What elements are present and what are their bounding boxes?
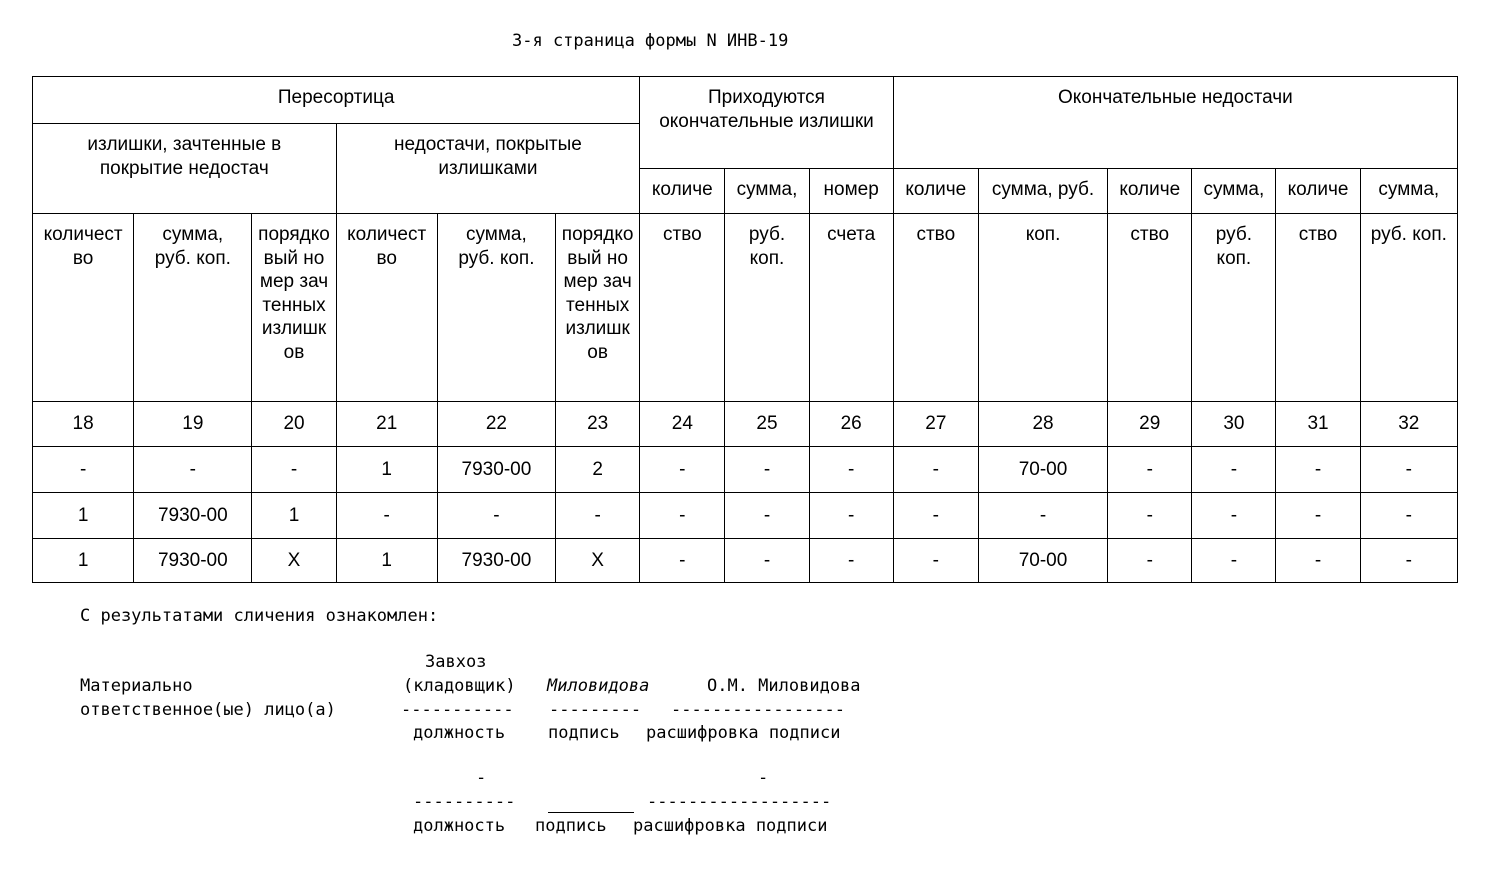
position-2: - [476, 768, 487, 788]
table-cell: - [1276, 447, 1360, 493]
table-cell: 70-00 [978, 447, 1107, 493]
table-cell: 70-00 [978, 539, 1107, 583]
table-cell: - [1276, 493, 1360, 539]
decoding-2: - [758, 768, 769, 788]
table-cell: - [33, 447, 134, 493]
table-cell: - [134, 447, 252, 493]
table-cell: 1 [252, 493, 336, 539]
col-number-25: 25 [725, 402, 809, 447]
decoding-1: О.М. Миловидова [707, 676, 861, 696]
table-row [33, 493, 1458, 539]
col-number-19: 19 [134, 402, 252, 447]
table-cell: - [809, 447, 893, 493]
col-header-top-27: количе [893, 169, 978, 214]
table-cell: 1 [336, 539, 437, 583]
col-header-top-24: количе [640, 169, 725, 214]
table-cell: - [1108, 539, 1192, 583]
reconciliation-table [32, 76, 1458, 583]
table-cell: - [640, 493, 725, 539]
dash-signature-1: --------- [549, 700, 642, 720]
dash-position-1: ----------- [401, 700, 514, 720]
col-header-23: порядковый номер зачтенных излишков [556, 214, 640, 402]
table-cell: - [1192, 447, 1276, 493]
table-cell: 1 [336, 447, 437, 493]
position-1-line2: (кладовщик) [403, 676, 516, 696]
table-cell: - [1360, 539, 1457, 583]
table-cell: - [252, 447, 336, 493]
caption-signature-2: подпись [535, 816, 607, 836]
col-number-30: 30 [1192, 402, 1276, 447]
table-cell: - [556, 493, 640, 539]
caption-signature-1: подпись [548, 723, 620, 743]
col-header-24: ство [640, 214, 725, 402]
table-cell: 7930-00 [134, 539, 252, 583]
col-header-32: руб. коп. [1360, 214, 1457, 402]
col-header-top-29: количе [1108, 169, 1192, 214]
group-header-nedostachi: Окончательные недостачи [893, 77, 1457, 169]
col-number-22: 22 [437, 402, 555, 447]
table-cell: 7930-00 [437, 447, 555, 493]
col-header-21: количество [336, 214, 437, 402]
table-cell: - [1192, 493, 1276, 539]
col-number-32: 32 [1360, 402, 1457, 447]
table-cell: - [1108, 493, 1192, 539]
table-cell: - [640, 447, 725, 493]
table-row [33, 447, 1458, 493]
dash-decoding-2: ------------------ [647, 792, 832, 812]
caption-decoding-1: расшифровка подписи [646, 723, 841, 743]
col-number-24: 24 [640, 402, 725, 447]
col-header-28: коп. [978, 214, 1107, 402]
col-number-18: 18 [33, 402, 134, 447]
col-number-21: 21 [336, 402, 437, 447]
acknowledgement-text: С результатами сличения ознакомлен: [80, 606, 439, 626]
table-row [33, 539, 1458, 583]
col-header-27: ство [893, 214, 978, 402]
col-number-28: 28 [978, 402, 1107, 447]
col-header-30: руб. коп. [1192, 214, 1276, 402]
table-cell: - [1276, 539, 1360, 583]
col-number-23: 23 [556, 402, 640, 447]
col-number-29: 29 [1108, 402, 1192, 447]
table-cell: 2 [556, 447, 640, 493]
table-cell: Х [556, 539, 640, 583]
column-numbers-row [33, 402, 1458, 447]
col-header-29: ство [1108, 214, 1192, 402]
table-cell: - [893, 539, 978, 583]
table-cell: - [809, 539, 893, 583]
col-header-19: сумма, руб. коп. [134, 214, 252, 402]
table-cell: - [725, 447, 809, 493]
table-cell: - [1192, 539, 1276, 583]
col-header-top-31: количе [1276, 169, 1360, 214]
col-header-top-30: сумма, [1192, 169, 1276, 214]
table-cell: - [336, 493, 437, 539]
table-cell: 7930-00 [134, 493, 252, 539]
person-label-1: Материально [80, 676, 193, 696]
col-header-top-26: номер [809, 169, 893, 214]
table-cell: - [725, 493, 809, 539]
dash-decoding-1: ----------------- [671, 700, 845, 720]
col-header-18: количество [33, 214, 134, 402]
col-header-22: сумма, руб. коп. [437, 214, 555, 402]
table-cell: 1 [33, 539, 134, 583]
group-header-prihodyatsya: Приходуются окончательные излишки [640, 77, 893, 169]
subgroup-header-izlishki: излишки, зачтенные в покрытие недостач [33, 124, 337, 214]
table-cell: - [893, 493, 978, 539]
signature-1: Миловидова [547, 676, 650, 696]
group-header-peresortitsa: Пересортица [33, 77, 640, 124]
col-number-31: 31 [1276, 402, 1360, 447]
col-header-top-32: сумма, [1360, 169, 1457, 214]
person-label-2: ответственное(ые) лицо(а) [80, 700, 336, 720]
form-title: 3-я страница формы N ИНВ-19 [512, 31, 789, 51]
position-1-line1: Завхоз [425, 652, 487, 672]
col-header-20: порядковый номер зачтенных излишков [252, 214, 336, 402]
table-cell: - [1360, 493, 1457, 539]
table-cell: - [1108, 447, 1192, 493]
col-header-top-25: сумма, [725, 169, 809, 214]
dash-position-2: ---------- [413, 792, 516, 812]
col-number-26: 26 [809, 402, 893, 447]
col-header-top-28: сумма, руб. [978, 169, 1107, 214]
table-cell: 7930-00 [437, 539, 555, 583]
signature-2-line [548, 812, 634, 813]
caption-position-2: должность [413, 816, 506, 836]
col-header-26: счета [809, 214, 893, 402]
subgroup-header-nedostachi: недостачи, покрытые излишками [336, 124, 640, 214]
col-number-27: 27 [893, 402, 978, 447]
table-cell: - [1360, 447, 1457, 493]
caption-position-1: должность [413, 723, 506, 743]
table-cell: Х [252, 539, 336, 583]
caption-decoding-2: расшифровка подписи [633, 816, 828, 836]
col-header-25: руб. коп. [725, 214, 809, 402]
table-cell: - [978, 493, 1107, 539]
table-cell: - [640, 539, 725, 583]
table-cell: - [809, 493, 893, 539]
col-header-31: ство [1276, 214, 1360, 402]
table-cell: 1 [33, 493, 134, 539]
col-number-20: 20 [252, 402, 336, 447]
table-cell: - [893, 447, 978, 493]
table-cell: - [437, 493, 555, 539]
table-cell: - [725, 539, 809, 583]
